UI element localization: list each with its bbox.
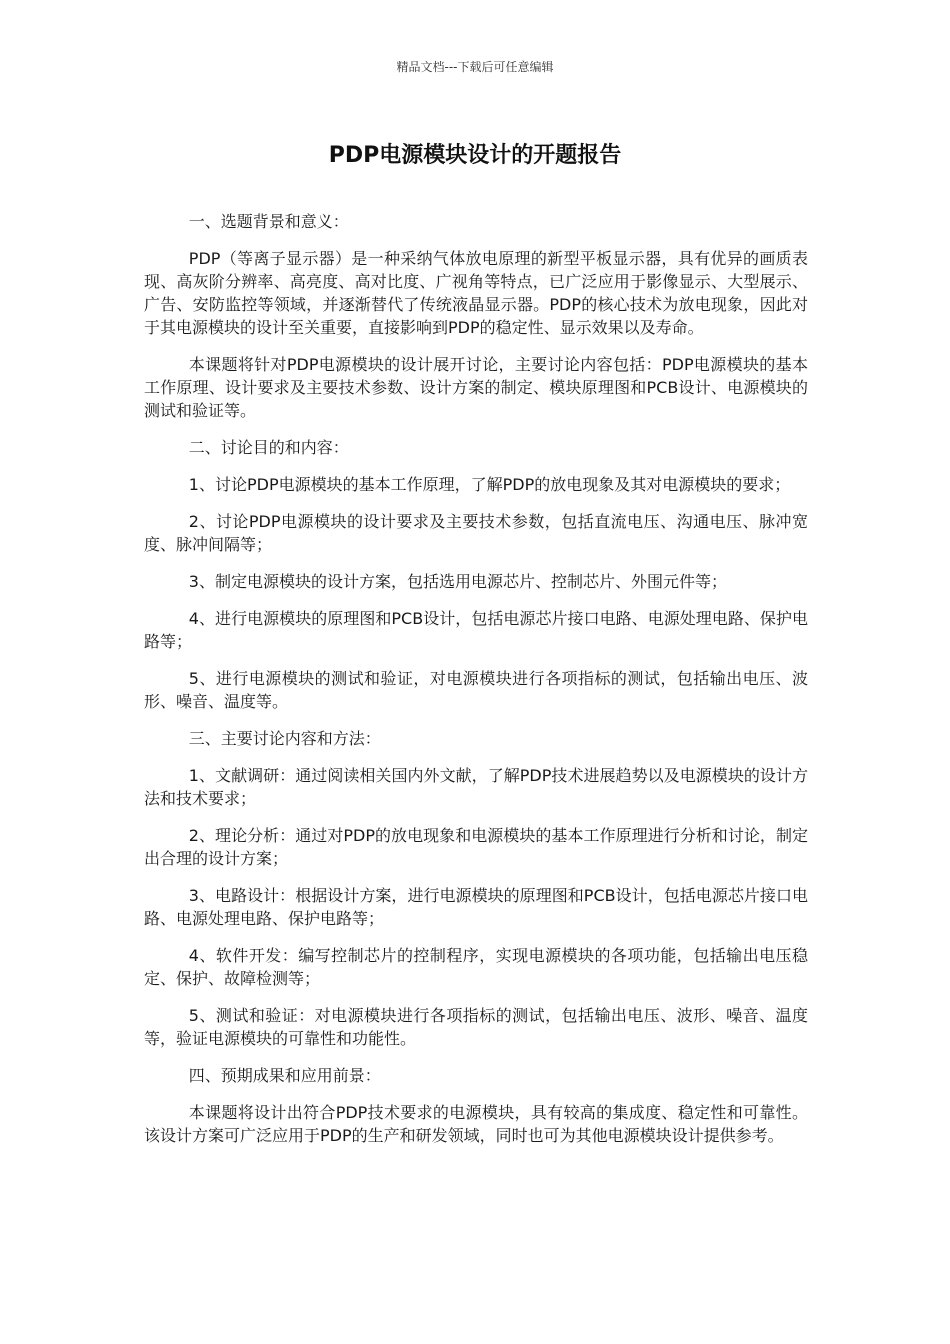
- section-heading-background: 一、选题背景和意义：: [188, 212, 349, 231]
- paragraph-outcomes: 本课题将设计出符合PDP技术要求的电源模块，具有较高的集成度、稳定性和可靠性。该设计方案可广泛应用于PDP的生产和研发领域，同时也可为其他电源模块设计提供参考。: [144, 1103, 808, 1145]
- list-item-method-1: 1、文献调研：通过阅读相关国内外文献，了解PDP技术进展趋势以及电源模块的设计方法和技术要求；: [144, 766, 808, 808]
- list-item-method-3: 3、电路设计：根据设计方案，进行电源模块的原理图和PCB设计，包括电源芯片接口电路、电源处理电路、保护电路等；: [144, 886, 808, 928]
- list-item-method-2: 2、理论分析：通过对PDP的放电现象和电源模块的基本工作原理进行分析和讨论，制定出合理的设计方案；: [144, 826, 808, 868]
- document-title: PDP电源模块设计的开题报告: [328, 143, 622, 168]
- document-body: [144, 210, 808, 1161]
- paragraph-topic-scope: 本课题将针对PDP电源模块的设计展开讨论，主要讨论内容包括：PDP电源模块的基本工作原理、设计要求及主要技术参数、设计方案的制定、模块原理图和PCB设计、电源模块的测试和验证等。: [144, 355, 808, 420]
- list-item-goal-4: 4、进行电源模块的原理图和PCB设计，包括电源芯片接口电路、电源处理电路、保护电路等；: [144, 609, 808, 651]
- section-heading-outcomes: 四、预期成果和应用前景：: [188, 1066, 381, 1085]
- page-header-note: 精品文档---下载后可任意编辑: [396, 60, 554, 74]
- list-item-goal-5: 5、进行电源模块的测试和验证，对电源模块进行各项指标的测试，包括输出电压、波形、噪音、温度等。: [144, 669, 808, 711]
- section-heading-methods: 三、主要讨论内容和方法：: [188, 729, 381, 748]
- list-item-method-5: 5、测试和验证：对电源模块进行各项指标的测试，包括输出电压、波形、噪音、温度等，验证电源模块的可靠性和功能性。: [144, 1006, 808, 1048]
- list-item-goal-2: 2、讨论PDP电源模块的设计要求及主要技术参数，包括直流电压、沟通电压、脉冲宽度、脉冲间隔等；: [144, 512, 808, 554]
- list-item-goal-1: 1、讨论PDP电源模块的基本工作原理，了解PDP的放电现象及其对电源模块的要求；: [188, 475, 791, 494]
- list-item-method-4: 4、软件开发：编写控制芯片的控制程序，实现电源模块的各项功能，包括输出电压稳定、保护、故障检测等；: [144, 946, 808, 988]
- list-item-goal-3: 3、制定电源模块的设计方案，包括选用电源芯片、控制芯片、外围元件等；: [188, 572, 727, 591]
- section-heading-goals: 二、讨论目的和内容：: [188, 438, 349, 457]
- paragraph-pdp-intro: PDP（等离子显示器）是一种采纳气体放电原理的新型平板显示器，具有优异的画质表现、高灰阶分辨率、高亮度、高对比度、广视角等特点，已广泛应用于影像显示、大型展示、广告、安防监控等领域，并逐渐替代了传统液晶显示器。PDP的核心技术为放电现象，因此对于其电源模块的设计至关重要，直接影响到PDP的稳定性、显示效果以及寿命。: [144, 249, 808, 337]
